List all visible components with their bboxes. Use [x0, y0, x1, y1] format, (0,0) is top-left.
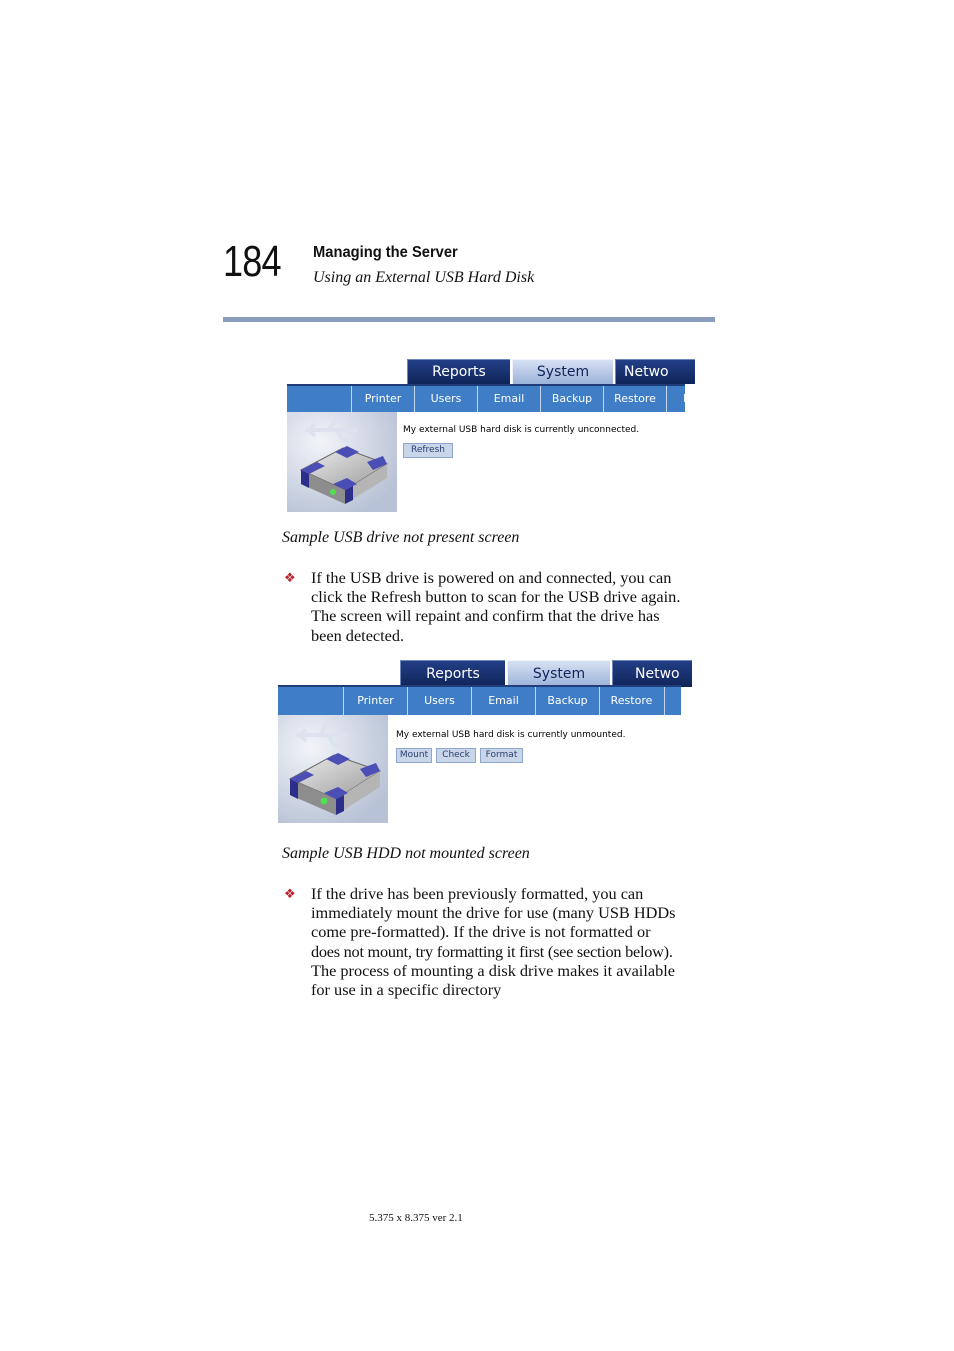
tab-label: Netwo	[624, 364, 669, 380]
tab-bar	[287, 356, 685, 386]
figure-usb-not-mounted	[278, 657, 681, 823]
paragraph-line: come pre-formatted). If the drive is not formatted or	[311, 922, 651, 942]
page-number: 184	[223, 237, 281, 286]
bullet-icon: ❖	[284, 887, 296, 902]
paragraph-line: The screen will repaint and confirm that the drive has	[311, 606, 660, 626]
subnav-more[interactable]: L	[666, 386, 713, 412]
tab-label: System	[532, 666, 586, 682]
subnav-email[interactable]: Email	[471, 687, 535, 715]
tab-label: System	[536, 364, 590, 380]
subnav-users[interactable]: Users	[414, 386, 477, 412]
check-button[interactable]: Check	[436, 748, 476, 763]
content-area	[278, 715, 681, 823]
refresh-button[interactable]: Refresh	[403, 443, 453, 458]
subnav-users[interactable]: Users	[407, 687, 471, 715]
format-button[interactable]: Format	[480, 748, 523, 763]
usb-drive-illustration	[278, 715, 388, 823]
subnav-divider	[664, 687, 682, 715]
subnav-backup[interactable]: Backup	[535, 687, 599, 715]
figure-1-caption: Sample USB drive not present screen	[282, 529, 520, 546]
figure-2-caption: Sample USB HDD not mounted screen	[282, 845, 530, 862]
tab-system[interactable]	[507, 660, 610, 687]
tab-network[interactable]	[615, 359, 695, 384]
paragraph-line: click the Refresh button to scan for the USB drive again.	[311, 587, 681, 607]
status-message: My external USB hard disk is currently unmounted.	[396, 730, 626, 740]
figure-usb-not-present	[287, 356, 690, 512]
tab-reports[interactable]	[407, 359, 510, 384]
sub-navigation	[278, 687, 681, 715]
paragraph-line: The process of mounting a disk drive makes it available	[311, 960, 675, 980]
tab-label: Reports	[432, 364, 486, 380]
sub-navigation	[287, 386, 690, 412]
subnav-printer[interactable]: Printer	[351, 386, 414, 412]
content-area	[287, 412, 685, 512]
subnav-printer[interactable]: Printer	[343, 687, 407, 715]
tab-system[interactable]	[512, 359, 613, 384]
tab-bar	[278, 657, 681, 687]
paragraph-line: for use in a specific directory	[311, 980, 502, 1000]
subnav-backup[interactable]: Backup	[540, 386, 603, 412]
chapter-title: Managing the Server	[313, 244, 458, 261]
tab-reports[interactable]	[400, 660, 505, 687]
subnav-email[interactable]: Email	[477, 386, 540, 412]
tab-network[interactable]	[612, 660, 692, 687]
tab-label: Netwo	[635, 666, 680, 682]
bullet-paragraph-refresh	[311, 568, 715, 645]
usb-drive-illustration	[287, 412, 397, 512]
bullet-paragraph-mount	[311, 884, 715, 999]
section-title: Using an External USB Hard Disk	[313, 269, 535, 286]
subnav-restore[interactable]: Restore	[599, 687, 663, 715]
subnav-restore[interactable]: Restore	[603, 386, 666, 412]
status-message: My external USB hard disk is currently unconnected.	[403, 425, 640, 435]
paragraph-line: immediately mount the drive for use (many USB HDDs	[311, 903, 676, 923]
paragraph-line: does not mount, try formatting it first (see section below).	[311, 941, 673, 961]
paragraph-line: been detected.	[311, 625, 405, 645]
tab-label: Reports	[426, 666, 480, 682]
paragraph-line: If the USB drive is powered on and connected, you can	[311, 568, 672, 587]
paragraph-line: If the drive has been previously formatted, you can	[311, 884, 644, 903]
page-footer: 5.375 x 8.375 ver 2.1	[369, 1212, 463, 1224]
header-rule	[223, 317, 715, 322]
bullet-icon: ❖	[284, 571, 296, 586]
mount-button[interactable]: Mount	[396, 748, 432, 763]
